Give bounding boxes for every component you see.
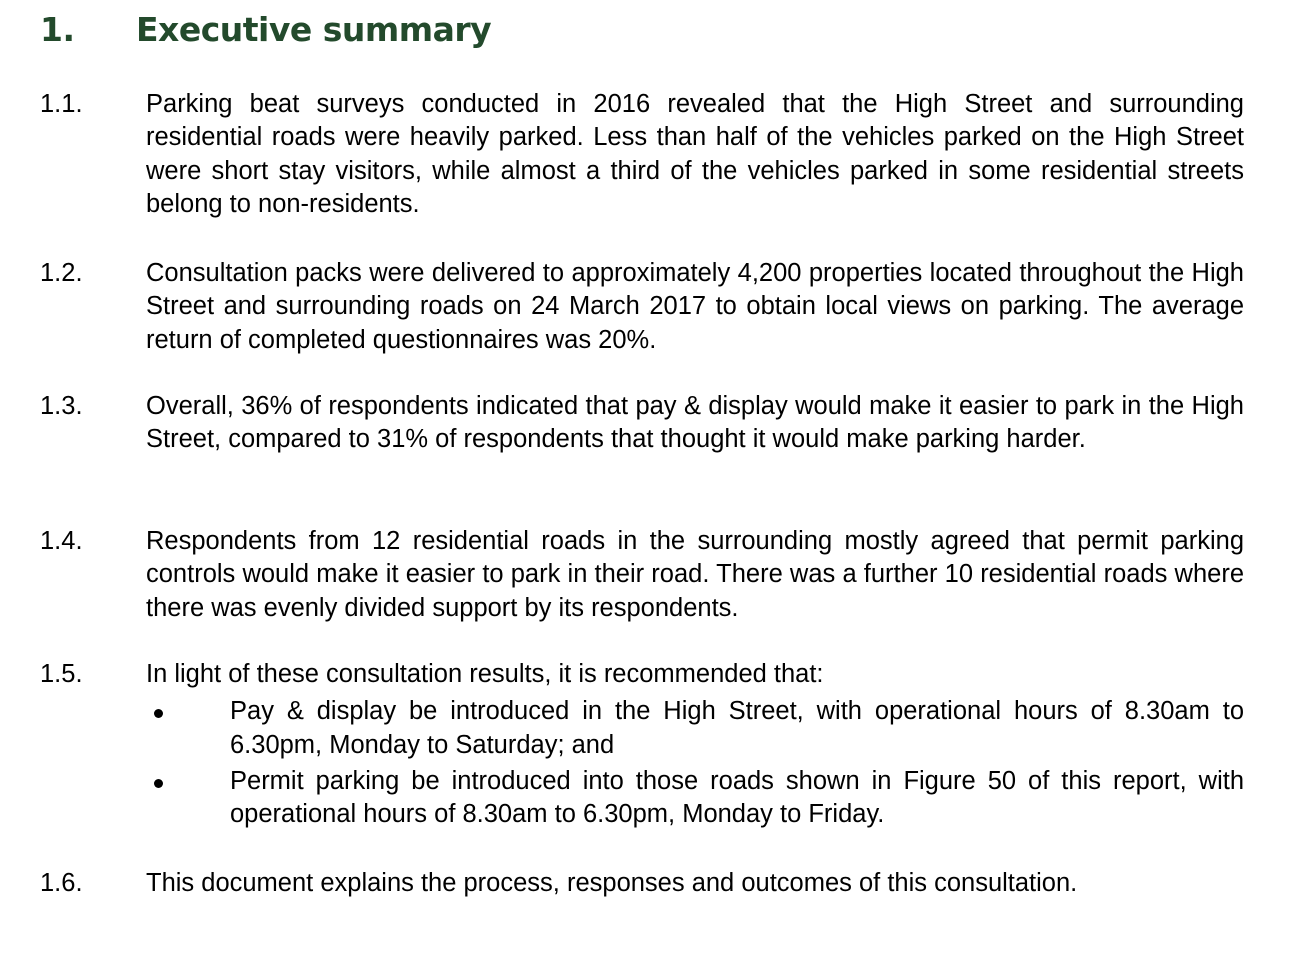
section-title: Executive summary bbox=[136, 10, 492, 49]
paragraph-number: 1.1. bbox=[40, 90, 83, 118]
paragraph-1-2 bbox=[40, 257, 1244, 357]
paragraph-number: 1.2. bbox=[40, 259, 83, 287]
paragraph-number: 1.6. bbox=[40, 869, 83, 897]
paragraph-number: 1.3. bbox=[40, 392, 83, 420]
list-item bbox=[230, 695, 1244, 762]
paragraph-text: Parking beat surveys conducted in 2016 revealed that the High Street and surrounding residential roads were heavily parked. Less than half of the vehicles parked on the High Street were short stay visitors, while almost a third of the vehicles parked in some residential streets belong to non-residents. bbox=[146, 90, 1244, 218]
paragraph-1-4 bbox=[40, 525, 1244, 625]
paragraph-1-1 bbox=[40, 88, 1244, 221]
list-item bbox=[230, 765, 1244, 832]
bullet-icon bbox=[154, 779, 163, 788]
paragraph-1-5 bbox=[40, 658, 1244, 834]
paragraph-1-3 bbox=[40, 390, 1244, 457]
paragraph-number: 1.5. bbox=[40, 660, 83, 688]
paragraph-number: 1.4. bbox=[40, 527, 83, 555]
paragraph-1-6 bbox=[40, 867, 1244, 900]
paragraph-text: Consultation packs were delivered to approximately 4,200 properties located throughout the High Street and surrounding roads on 24 March 2017 to obtain local views on parking. The average return of completed questionnaires was 20%. bbox=[146, 259, 1244, 354]
paragraph-text: This document explains the process, responses and outcomes of this consultation. bbox=[146, 869, 1078, 897]
bullet-icon bbox=[154, 709, 163, 718]
section-number: 1. bbox=[40, 10, 75, 49]
list-item-text: Permit parking be introduced into those roads shown in Figure 50 of this report, with operational hours of 8.30am to 6.30pm, Monday to Friday. bbox=[230, 766, 1244, 829]
paragraph-text: Respondents from 12 residential roads in the surrounding mostly agreed that permit parking controls would make it easier to park in their road. There was a further 10 residential roads where there was evenly divided support by its respondents. bbox=[146, 527, 1244, 622]
recommendation-list bbox=[40, 695, 1244, 831]
paragraph-text: Overall, 36% of respondents indicated that pay & display would make it easier to park in the High Street, compared to 31% of respondents that thought it would make parking harder. bbox=[146, 392, 1244, 454]
list-item-text: Pay & display be introduced in the High Street, with operational hours of 8.30am to 6.30pm, Monday to Saturday; and bbox=[230, 697, 1244, 759]
paragraph-text: In light of these consultation results, it is recommended that: bbox=[146, 660, 824, 688]
